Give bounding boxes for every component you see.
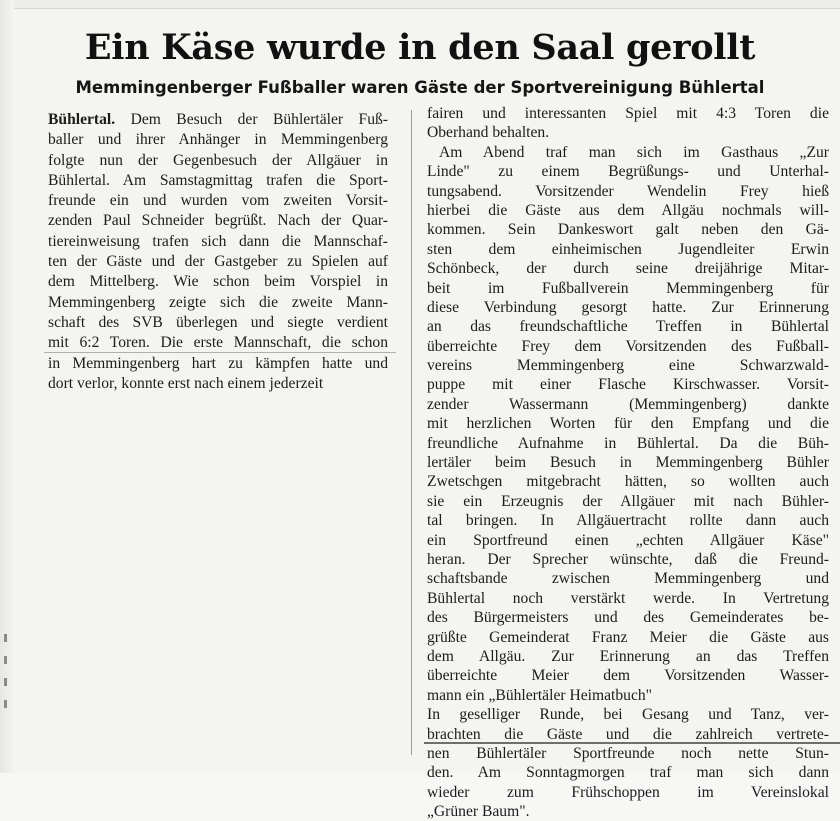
margin-mark bbox=[4, 678, 7, 686]
text-line: dem Mittelberg. Wie schon beim Vorspiel in bbox=[48, 273, 388, 291]
text-line: wieder zum Frühschoppen im Vereinslokal bbox=[427, 783, 829, 801]
text-line: dem Allgäu. Zur Erinnerung an das Treffen bbox=[427, 647, 829, 665]
text-line: ein Sportfreund einen „echten Allgäuer Käse" bbox=[427, 531, 829, 549]
margin-marks bbox=[2, 620, 10, 740]
text-line: vereins Memmingenberg eine Schwarzwald- bbox=[427, 357, 829, 375]
text-line: tiereinweisung trafen sich dann die Mannschaf- bbox=[48, 232, 388, 250]
text-line: Memmingenberg zeigte sich die zweite Mann- bbox=[48, 293, 388, 311]
text-line: zenden Paul Schneider begrüßt. Nach der Quar- bbox=[48, 212, 388, 230]
text-line: dort verlor, konnte erst nach einem jederzeit bbox=[48, 374, 324, 392]
text-line: folgte nun der Gegenbesuch der Allgäuer in bbox=[48, 151, 388, 169]
text-line: heran. Der Sprecher wünschte, daß die Freund- bbox=[427, 550, 829, 568]
text-line: tal bringen. In Allgäuertracht rollte dann auch bbox=[427, 512, 829, 530]
top-paper-edge bbox=[0, 0, 840, 9]
text-line: grüßte Gemeinderat Franz Meier die Gäste aus bbox=[427, 628, 829, 646]
left-column-end-rule bbox=[44, 352, 396, 353]
text-line: überreichte Frey dem Vorsitzenden des Fußball- bbox=[427, 337, 829, 355]
text-line bbox=[48, 110, 388, 130]
text-line: brachten die Gäste und die zahlreich vertrete- bbox=[427, 725, 829, 743]
text-line: überreichte Meier dem Vorsitzenden Wasser- bbox=[427, 667, 829, 685]
margin-mark bbox=[4, 656, 7, 664]
article-dateline: Bühlertal. bbox=[48, 111, 116, 128]
text-line: sie ein Erzeugnis der Allgäuer mit nach Bühler- bbox=[427, 492, 829, 510]
text-line: Linde" zu einem Begrüßungs- und Unterhal- bbox=[427, 163, 829, 181]
text-line: mit herzlichen Worten für den Empfang und die bbox=[427, 415, 829, 433]
text-line: mann ein „Bühlertäler Heimatbuch" bbox=[427, 686, 653, 704]
text-line: den. Am Sonntagmorgen traf man sich dann bbox=[427, 764, 829, 782]
text-line: baller und ihrer Anhänger in Memmingenberg bbox=[48, 131, 388, 149]
text-line: diese Verbindung gesorgt hatte. Zur Erinnerung bbox=[427, 298, 829, 316]
text-line: nen Bühlertäler Sportfreunde noch nette Stun- bbox=[427, 744, 829, 762]
text-line: freunde ein und wurden vom zweiten Vorsit- bbox=[48, 192, 388, 210]
text-line: ten der Gäste und der Gastgeber zu Spielen auf bbox=[48, 253, 388, 271]
article-headline: Ein Käse wurde in den Saal gerollt bbox=[84, 27, 756, 68]
article-end-rule bbox=[424, 742, 840, 744]
text-line: Schönbeck, der durch seine dreijährige Mitar- bbox=[427, 260, 829, 278]
text-line: kommen. Sein Dankeswort galt neben den Gä- bbox=[427, 221, 829, 239]
text-line: Zwetschgen mitgebracht hätten, so wollten auch bbox=[427, 473, 829, 491]
text-line: freundliche Aufnahme in Bühlertal. Da die Büh- bbox=[427, 434, 829, 452]
text-line: „Grüner Baum". bbox=[427, 803, 530, 821]
article-subheadline: Memmingenberger Fußballer waren Gäste der Sportvereinigung Bühlertal bbox=[75, 78, 765, 97]
text-line: schaft des SVB überlegen und siegte verdient bbox=[48, 313, 388, 331]
text-line: sten dem einheimischen Jugendleiter Erwin bbox=[427, 240, 829, 258]
text-line: Bühlertal. Am Samstagmittag trafen die Sport- bbox=[48, 171, 388, 189]
text-line: lertäler beim Besuch in Memmingenberg Bühler bbox=[427, 454, 829, 472]
text-line: schaftsbande zwischen Memmingenberg und bbox=[427, 570, 829, 588]
text-line: zender Wassermann (Memmingenberg) dankte bbox=[427, 395, 829, 413]
text-line-body: Dem Besuch der Bühlertäler Fuß- bbox=[130, 111, 388, 128]
text-line: hierbei die Gäste aus dem Allgäu nochmals will- bbox=[427, 201, 829, 219]
margin-mark bbox=[4, 634, 7, 642]
text-line: an das freundschaftliche Treffen in Bühlertal bbox=[427, 318, 829, 336]
text-line: Oberhand behalten. bbox=[427, 124, 550, 142]
column-divider bbox=[411, 110, 412, 755]
text-line: fairen und interessanten Spiel mit 4:3 Toren die bbox=[427, 105, 829, 122]
text-line: mit 6:2 Toren. Die erste Mannschaft, die schon bbox=[48, 334, 388, 352]
text-line: Am Abend traf man sich im Gasthaus „Zur bbox=[439, 143, 829, 161]
text-line: in Memmingenberg hart zu kämpfen hatte und bbox=[48, 354, 388, 372]
text-line: des Bürgermeisters und des Gemeinderates be- bbox=[427, 609, 829, 627]
text-line: beit im Fußballverein Memmingenberg für bbox=[427, 279, 829, 297]
right-text-column bbox=[427, 104, 829, 821]
text-line: In geselliger Runde, bei Gesang und Tanz, ver- bbox=[427, 706, 829, 724]
text-line: tungsabend. Vorsitzender Wendelin Frey hieß bbox=[427, 182, 829, 200]
text-line: puppe mit einer Flasche Kirschwasser. Vorsit- bbox=[427, 376, 829, 394]
text-line: Bühlertal noch verstärkt werde. In Vertretung bbox=[427, 589, 829, 607]
margin-mark bbox=[4, 700, 7, 708]
